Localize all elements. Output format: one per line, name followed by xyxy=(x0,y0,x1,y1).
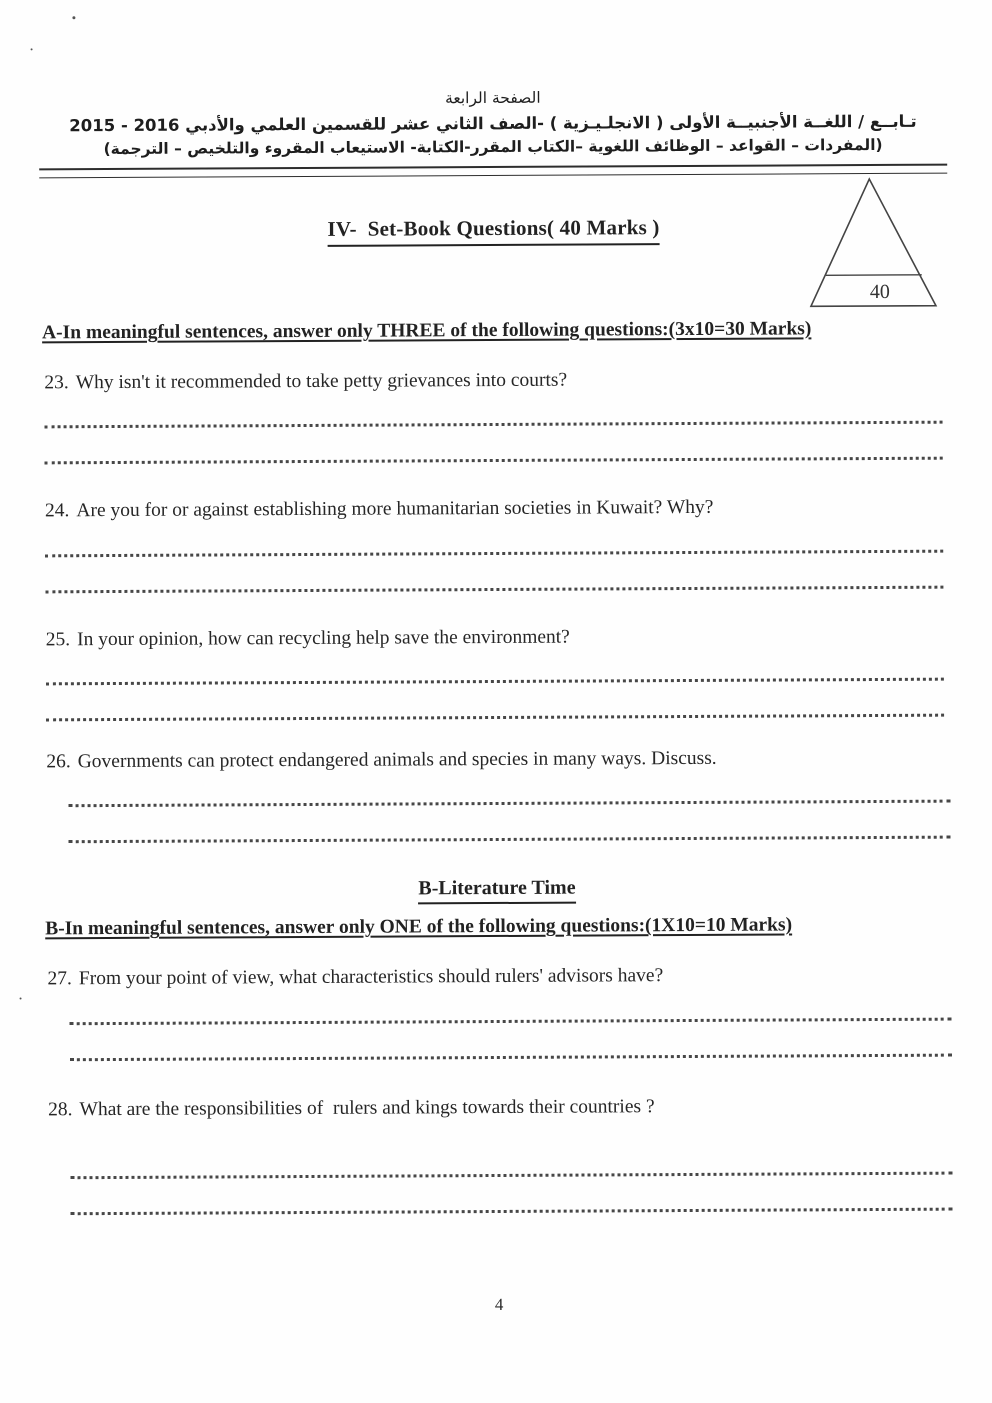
question-number: 23. xyxy=(44,372,69,394)
section-iv-title: IV- Set-Book Questions( 40 Marks ) xyxy=(327,215,659,247)
answer-line xyxy=(44,392,942,429)
question-text: Why isn't it recommended to take petty grievances into courts? xyxy=(75,369,568,394)
answer-line xyxy=(45,520,943,557)
question-number: 26. xyxy=(46,751,71,773)
scan-speck xyxy=(72,16,75,19)
header-exam-title-arabic: تـابــع / اللغــة الأجنبيــة الأولى ( الانجلـيـزية ) -الصف الثاني عشر للقسمين العلمي والأدبي 2016 - 2015 xyxy=(69,111,917,136)
answer-line xyxy=(45,424,943,465)
marks-triangle-drawing xyxy=(807,176,940,311)
scan-speck xyxy=(31,48,33,50)
answer-line xyxy=(46,649,944,686)
answer-line xyxy=(68,771,950,808)
page-number: 4 xyxy=(494,1294,504,1314)
question-26 xyxy=(46,745,944,844)
question-23 xyxy=(44,366,942,465)
question-25 xyxy=(46,622,944,721)
part-b-heading: B-Literature Time xyxy=(418,877,575,905)
page-header xyxy=(0,0,989,179)
question-text: Governments can protect endangered animals and species in many ways. Discuss. xyxy=(77,747,717,773)
question-28 xyxy=(48,1092,947,1215)
question-text: In your opinion, how can recycling help save the environment? xyxy=(76,626,570,650)
question-number: 24. xyxy=(44,500,70,522)
question-text: Are you for or against establishing more humanitarian societies in Kuwait? Why? xyxy=(76,497,714,522)
question-27 xyxy=(47,962,945,1061)
answer-line xyxy=(69,803,951,844)
answer-line xyxy=(70,1119,952,1180)
header-page-label-arabic: الصفحة الرابعة xyxy=(445,88,541,108)
marks-value: 40 xyxy=(869,280,890,304)
scan-speck xyxy=(20,997,22,999)
answer-line xyxy=(46,681,944,722)
question-text: What are the responsibilities of rulers and kings towards their countries ? xyxy=(79,1095,655,1120)
answer-line xyxy=(70,1175,952,1216)
question-number: 28. xyxy=(48,1098,73,1121)
marks-triangle xyxy=(807,176,940,311)
question-text: From your point of view, what characteristics should rulers' advisors have? xyxy=(78,965,664,990)
answer-line xyxy=(70,988,952,1025)
question-number: 25. xyxy=(45,628,71,651)
answer-line xyxy=(45,552,943,593)
question-number: 27. xyxy=(47,968,72,990)
part-b-heading-row xyxy=(1,875,992,907)
header-skills-line-arabic: (المفردات – القواعد – الوظائف اللغوية –الكتاب المقرر-الكتابة- الاستيعاب المقروء والتلخيص – الترجمة) xyxy=(103,136,883,159)
part-b-instruction: B-In meaningful sentences, answer only ONE of the following questions:(1X10=10 Marks) xyxy=(45,914,793,940)
answer-line xyxy=(70,1020,952,1061)
question-24 xyxy=(45,494,943,593)
part-a-instruction: A-In meaningful sentences, answer only THREE of the following questions:(3x10=30 Marks) xyxy=(42,318,812,344)
